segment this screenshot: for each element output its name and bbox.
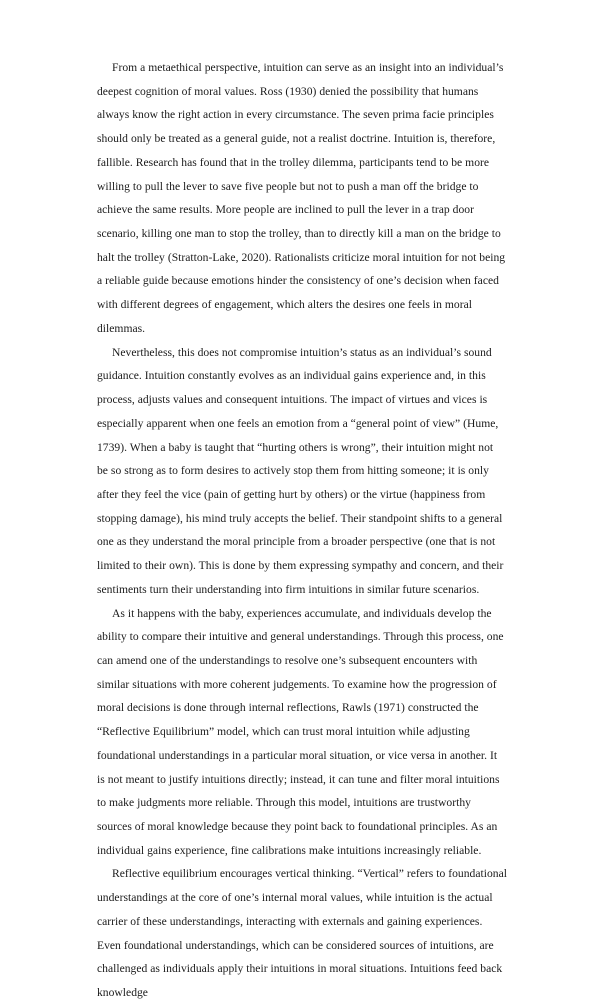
document-body-text <box>97 56 507 1005</box>
body-paragraph: Nevertheless, this does not compromise intuition’s status as an individual’s sound guidance. Intuition constantly evolves as an individual gains experience and, in this process, adjusts values and consequent intuitions. The impact of virtues and vices is especially apparent when one feels an emotion from a “general point of view” (Hume, 1739). When a baby is taught that “hurting others is wrong”, their intuition might not be so strong as to form desires to actively stop them from hitting someone; it is only after they feel the vice (pain of getting hurt by others) or the virtue (happiness from stopping damage), his mind truly accepts the belief. Their standpoint shifts to a general one as they understand the moral principle from a broader perspective (one that is not limited to their own). This is done by them expressing sympathy and concern, and their sentiments turn their understanding into firm intuitions in similar future scenarios. <box>97 345 504 596</box>
body-paragraph: As it happens with the baby, experiences accumulate, and individuals develop the ability to compare their intuitive and general understandings. Through this process, one can amend one of the understandings to resolve one’s subsequent encounters with similar situations with more coherent judgements. To examine how the progression of moral decisions is done through internal reflections, Rawls (1971) constructed the “Reflective Equilibrium” model, which can trust moral intuition while adjusting foundational understandings in a particular moral situation, or vice versa in another. It is not meant to justify intuitions directly; instead, it can tune and filter moral intuitions to make judgments more reliable. Through this model, intuitions are trustworthy sources of moral knowledge because they point back to foundational principles. As an individual gains experience, fine calibrations make intuitions increasingly reliable. <box>97 606 504 857</box>
body-paragraph: Reflective equilibrium encourages vertical thinking. “Vertical” refers to foundational understandings at the core of one’s internal moral values, while intuition is the actual carrier of these understandings, interacting with externals and gaining experiences. Even foundational understandings, which can be considered sources of intuitions, are challenged as individuals apply their intuitions in moral situations. Intuitions feed back knowledge <box>97 867 507 1000</box>
body-paragraph: From a metaethical perspective, intuition can serve as an insight into an individual’s deepest cognition of moral values. Ross (1930) denied the possibility that humans always know the right action in every circumstance. The seven prima facie principles should only be treated as a general guide, not a realist doctrine. Intuition is, therefore, fallible. Research has found that in the trolley dilemma, participants tend to be more willing to pull the lever to save five people but not to push a man off the bridge to achieve the same results. More people are inclined to pull the lever in a trap door scenario, killing one man to stop the trolley, than to directly kill a man on the bridge to halt the trolley (Stratton-Lake, 2020). Rationalists criticize moral intuition for not being a reliable guide because emotions hinder the consistency of one’s decision when faced with different degrees of engagement, which alters the desires one feels in moral dilemmas. <box>97 61 506 335</box>
